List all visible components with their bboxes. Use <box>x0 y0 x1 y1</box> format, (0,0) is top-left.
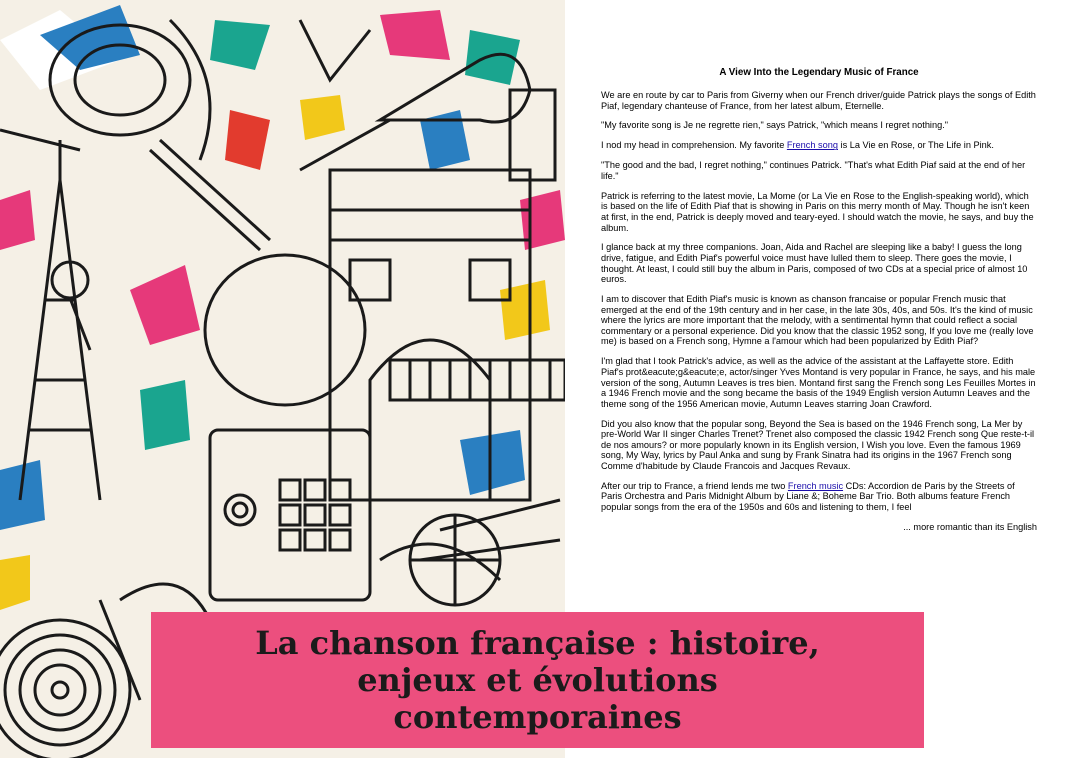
article-paragraph: We are en route by car to Paris from Giverny when our French driver/guide Patrick plays the songs of Edith Piaf, legendary chanteuse of France, from her latest album, Eternelle. <box>601 90 1036 111</box>
article-paragraph: I am to discover that Edith Piaf's music is known as chanson francaise or popular French music that emerged at the end of the 19th century and in her case, in the late 30s, 40s, and 50s. It's the kind of music where the lyrics are more important that the melody, with a sentimental hymn that could reflect a social commentary or a personal experience. Did you know that the classic 1952 song, If you love me (really love me) is based on a French song, Hymne a l'amour which had been popularized by Edith Piaf? <box>601 294 1034 347</box>
title-banner <box>151 612 924 748</box>
article-body <box>601 90 1037 542</box>
article-paragraph <box>601 140 1037 151</box>
article-paragraph: I glance back at my three companions. Joan, Aida and Rachel are sleeping like a baby! I guess the long drive, fatigue, and Edith Piaf's powerful voice must have lulled them to sleep. There goes the movie, I thought. At least, I could still buy the album in Paris, composed of two CDs at a special price of almost 10 euros. <box>601 242 1028 285</box>
paragraph-text: CDs: Accordion de Paris by the Streets of Paris Orchestra and Paris Midnight Album by Liane &; Boheme Bar Trio. Both albums feature French popular songs from the era of the 1950s and 60s and listening to them, I feel <box>601 480 1015 513</box>
french-music-link[interactable]: French music <box>787 480 844 491</box>
paragraph-text: I nod my head in comprehension. My favorite <box>601 140 787 151</box>
article-paragraph: Did you also know that the popular song, Beyond the Sea is based on the 1946 French song, La Mer by pre-World War II singer Charles Trenet? Trenet also composed the classic 1942 French song Que reste-t-il de nos amours? or more popularly known in its English version, I Wish you love. Even the famous 1969 song, My Way, lyrics by Paul Anka and sung by Frank Sinatra had its origins in the 1967 French song Comme d'habitude by Claude Francois and Jacques Revaux. <box>601 418 1035 471</box>
article-paragraph <box>601 481 1037 513</box>
paragraph-text: After our trip to France, a friend lends me two <box>601 480 788 491</box>
article-paragraph: I'm glad that I took Patrick's advice, as well as the advice of the assistant at the Laffayette store. Edith Piaf's prot&eacute;g&eacute;e, actor/singer Yves Montand is very popular in France, he says, and his male version of the song, Autumn Leaves is tres bien. Montand first sang the French song Les Feuilles Mortes in a 1946 French movie and the song became the basis of the 1949 English version Autumn Leaves and the theme song of the 1956 American movie, Autumn Leaves starring Joan Crawford. <box>601 356 1036 409</box>
paragraph-text: is La Vie en Rose, or The Life in Pink. <box>837 140 994 151</box>
article-title: A View Into the Legendary Music of France <box>719 67 919 78</box>
article-paragraph: "My favorite song is Je ne regrette rien," says Patrick, "which means I regret nothing." <box>601 120 949 131</box>
article-paragraph: Patrick is referring to the latest movie, La Mome (or La Vie en Rose to the English-speaking world), which is based on the life of Edith Piaf that is showing in Paris on this merry month of May. Though he isn't keen at first, in the end, Patrick is deeply moved and teary-eyed. I should watch the movie, he says, and buy the album. <box>601 190 1034 233</box>
article-paragraph: ... more romantic than its English <box>903 521 1037 532</box>
banner-title: La chanson française : histoire, enjeux et évolutions contemporaines <box>255 623 820 736</box>
french-song-link[interactable]: French song <box>786 140 838 151</box>
article-paragraph: "The good and the bad, I regret nothing," continues Patrick. "That's what Edith Piaf said at the end of her life." <box>601 160 1026 181</box>
